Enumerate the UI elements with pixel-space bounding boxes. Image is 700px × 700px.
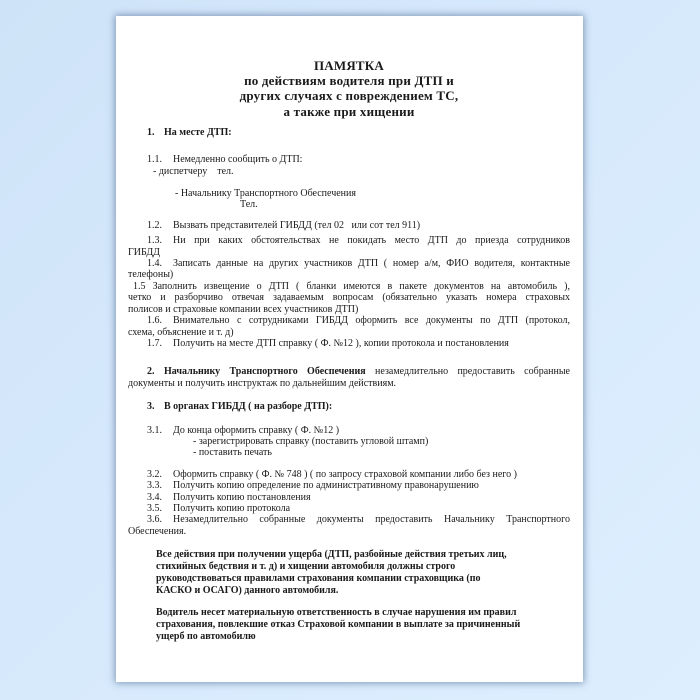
item-1-5-text-line-2: четко и разборчиво отвечая задаваемым вопросам (обязательно указать номера страховых bbox=[128, 292, 570, 304]
item-3-6-text-line-1: Незамедлительно собранные документы предоставить Начальнику Транспортного bbox=[173, 514, 570, 526]
item-3-6 bbox=[128, 514, 570, 525]
section-1-heading bbox=[128, 127, 570, 138]
section-1-heading-text: На месте ДТП: bbox=[164, 126, 232, 138]
item-1-2-number: 1.2. bbox=[147, 219, 162, 231]
item-1-1-chief-tel: Тел. bbox=[240, 199, 258, 211]
section-3-heading bbox=[128, 401, 570, 412]
item-3-6-text-line-2: Обеспечения. bbox=[128, 525, 187, 537]
note-2-line-3: ущерб по автомобилю bbox=[156, 630, 256, 642]
item-3-4 bbox=[128, 492, 570, 503]
item-1-6 bbox=[128, 315, 570, 326]
note-1-line-4: КАСКО и ОСАГО) данного автомобиля. bbox=[156, 584, 339, 596]
item-3-1 bbox=[128, 425, 570, 436]
note-2-line-1: Водитель несет материальную ответственность в случае нарушения им правил bbox=[156, 607, 517, 619]
note-1-line-3: руководствоваться правилами страхования компании страховщика (по bbox=[156, 572, 481, 584]
item-1-3-text-line-2: ГИБДД bbox=[128, 246, 161, 258]
item-3-3-text: Получить копию определение по административному правонарушению bbox=[173, 480, 479, 492]
item-1-6-text-line-1: Внимательно с сотрудниками ГИБДД оформить все документы по ДТП (протокол, bbox=[173, 315, 570, 327]
note-driver-liability bbox=[128, 607, 570, 642]
item-3-2-number: 3.2. bbox=[147, 468, 162, 480]
document-title bbox=[128, 58, 570, 119]
section-1-number: 1. bbox=[147, 126, 155, 138]
item-3-1-sub-1: - зарегистрировать справку (поставить угловой штамп) bbox=[193, 435, 429, 447]
item-1-1-text: Немедленно сообщить о ДТП: bbox=[173, 154, 303, 166]
item-1-4-text-line-2: телефоны) bbox=[128, 269, 174, 281]
item-3-5 bbox=[128, 503, 570, 514]
item-3-2 bbox=[128, 469, 570, 480]
item-1-1 bbox=[128, 154, 570, 165]
item-3-4-number: 3.4. bbox=[147, 491, 162, 503]
item-1-5-text-line-3: полисов и страховые компании всех участников ДТП) bbox=[128, 303, 359, 315]
item-1-4 bbox=[128, 258, 570, 269]
item-3-3-number: 3.3. bbox=[147, 480, 162, 492]
item-1-5-number: 1.5 bbox=[133, 280, 146, 292]
item-1-2-text: Вызвать представителей ГИБДД (тел 02 или сот тел 911) bbox=[173, 219, 421, 231]
item-3-1-text: До конца оформить справку ( Ф. №12 ) bbox=[173, 424, 340, 436]
item-3-4-text: Получить копию постановления bbox=[173, 491, 311, 503]
item-1-2 bbox=[128, 220, 570, 231]
note-1-line-1: Все действия при получении ущерба (ДТП, разбойные действия третьих лиц, bbox=[156, 549, 507, 561]
item-3-6-number: 3.6. bbox=[147, 514, 162, 526]
section-2-paragraph-line-2: документы и получить инструктаж по дальнейшим действиям. bbox=[128, 377, 397, 389]
section-2-lead: Начальнику Транспортного Обеспечения bbox=[164, 366, 366, 378]
item-1-7-text: Получить на месте ДТП справку ( Ф. №12 ), копии протокола и постановления bbox=[173, 337, 509, 349]
item-1-1-dispatcher-line: - диспетчеру тел. bbox=[153, 165, 234, 177]
item-1-3 bbox=[128, 235, 570, 246]
item-1-7-number: 1.7. bbox=[147, 337, 162, 349]
item-3-1-number: 3.1. bbox=[147, 424, 162, 436]
title-line-2: по действиям водителя при ДТП и bbox=[244, 73, 454, 89]
item-1-3-number: 1.3. bbox=[147, 235, 162, 247]
item-3-5-number: 3.5. bbox=[147, 502, 162, 514]
item-3-3 bbox=[128, 480, 570, 491]
item-1-4-number: 1.4. bbox=[147, 258, 162, 270]
item-3-5-text: Получить копию протокола bbox=[173, 502, 291, 514]
note-insurance-rules bbox=[128, 549, 570, 596]
item-1-6-text-line-2: схема, объяснение и т. д) bbox=[128, 326, 234, 338]
item-3-1-sub-2: - поставить печать bbox=[193, 447, 272, 459]
document-page bbox=[116, 16, 583, 682]
item-1-5 bbox=[128, 281, 570, 292]
section-3-heading-text: В органах ГИБДД ( на разборе ДТП): bbox=[164, 401, 333, 413]
item-1-5-text-line-1: Заполнить извещение о ДТП ( бланки имеются в пакете документов на автомобиль ), bbox=[152, 280, 570, 292]
item-1-4-text-line-1: Записать данные на других участников ДТП ( номер а/м, ФИО водителя, контактные bbox=[173, 258, 570, 270]
section-2-line-1-rest: незамедлительно предоставить собранные bbox=[375, 366, 571, 378]
item-1-7 bbox=[128, 338, 570, 349]
note-2-line-2: страхования, повлекшие отказ Страховой компании в выплате за причиненный bbox=[156, 619, 521, 631]
item-1-1-chief-line: - Начальнику Транспортного Обеспечения bbox=[175, 188, 356, 200]
item-1-3-text-line-1: Ни при каких обстоятельствах не покидать место ДТП до приезда сотрудников bbox=[173, 235, 570, 247]
item-3-2-text: Оформить справку ( Ф. № 748 ) ( по запросу страховой компании либо без него ) bbox=[173, 468, 517, 480]
title-line-3: других случаях с повреждением ТС, bbox=[239, 88, 459, 104]
note-1-line-2: стихийных бедствия и т. д) и хищении автомобиля должны строго bbox=[156, 560, 456, 572]
section-2-number: 2. bbox=[147, 366, 155, 378]
section-3-number: 3. bbox=[147, 401, 155, 413]
title-line-4: а также при хищении bbox=[283, 103, 415, 119]
section-2-paragraph-line-1 bbox=[128, 366, 570, 377]
item-1-6-number: 1.6. bbox=[147, 315, 162, 327]
item-1-1-number: 1.1. bbox=[147, 154, 162, 166]
title-line-1: ПАМЯТКА bbox=[313, 58, 385, 73]
